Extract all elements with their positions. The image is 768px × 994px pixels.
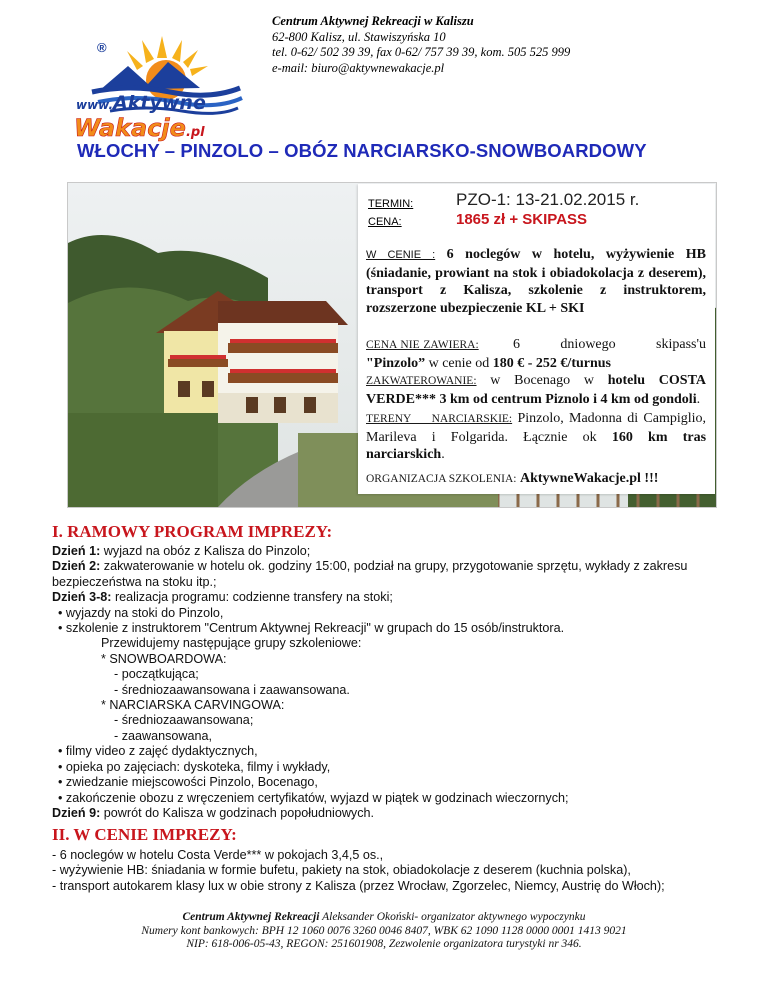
logo-tld: .pl: [185, 125, 205, 140]
day-1-text: wyjazd na obóz z Kalisza do Pinzolo;: [103, 544, 311, 558]
group-level: - średniozaawansowana i zaawansowana.: [114, 682, 350, 697]
registered-mark: ®: [97, 40, 107, 55]
program-bullet: • szkolenie z instruktorem "Centrum Aktywnej Rekreacji" w grupach do 15 osób/instruktora.: [58, 621, 565, 636]
day-3-8-label: Dzień 3-8:: [52, 590, 112, 605]
accommodation-label: ZAKWATEROWANIE:: [366, 375, 477, 387]
company-email[interactable]: e-mail: biuro@aktywnewakacje.pl: [272, 60, 445, 75]
excludes-mid: w cenie od: [428, 355, 490, 371]
day-1-label: Dzień 1:: [52, 544, 101, 558]
cena-label: CENA:: [368, 216, 402, 228]
day-9: [52, 806, 732, 821]
logo-brand-aktywne: Aktywne: [113, 92, 206, 114]
day-1: [52, 544, 732, 559]
page-title: WŁOCHY – PINZOLO – OBÓZ NARCIARSKO-SNOWBOARDOWY: [77, 140, 647, 161]
company-phones: tel. 0-62/ 502 39 39, fax 0-62/ 757 39 39, kom. 505 525 999: [272, 45, 571, 59]
organizer-label: ORGANIZACJA SZKOLENIA:: [366, 473, 517, 485]
day-9-label: Dzień 9:: [52, 805, 101, 820]
day-3-8: [52, 590, 732, 605]
page-footer: [0, 911, 768, 952]
logo-brand-wakacje: Wakacje: [74, 114, 186, 142]
footer-org-name: Centrum Aktywnej Rekreacji: [182, 911, 320, 923]
day-2-text: zakwaterowanie w hotelu ok. godziny 15:00, podział na grupy, przygotowanie sprzętu, wykłady z zakresu bezpieczeństwa na stoku itp.;: [52, 559, 688, 589]
footer-registration: NIP: 618-006-05-43, REGON: 251601908, Zezwolenie organizatora turystyki nr 346.: [186, 938, 582, 950]
logo-www: www.: [76, 98, 114, 112]
accommodation: [366, 372, 706, 408]
ski-areas: [366, 410, 706, 464]
company-contact: [272, 14, 570, 76]
list-item: - 6 noclegów w hotelu Costa Verde*** w pokojach 3,4,5 os.,: [52, 848, 384, 862]
program-bullet: • zwiedzanie miejscowości Pinzolo, Bocenago,: [58, 775, 318, 790]
organizer-value: AktywneWakacje.pl !!!: [519, 471, 659, 486]
excludes-label: CENA NIE ZAWIERA:: [366, 339, 479, 351]
price-includes-list: [52, 848, 732, 894]
program-bullet: • zakończenie obozu z wręczeniem certyfikatów, wyjazd w piątek w godzinach wieczornych;: [58, 790, 569, 805]
group-snowboard: * SNOWBOARDOWA:: [101, 651, 227, 666]
included-text: 6 noclegów w hotelu, wyżywienie HB (śniadanie, prowiant na stok i obiadokolacja z deserem), transport z Kalisza, szkolenie z instruktorem, rozszerzone ubezpieczenie KL + SKI: [366, 247, 706, 316]
day-9-text: powrót do Kalisza w godzinach popołudniowych.: [103, 805, 375, 820]
accommodation-end: .: [696, 391, 701, 407]
footer-bank-accounts: Numery kont bankowych: BPH 12 1060 0076 3260 0046 8407, WBK 62 1090 1128 0000 0001 1413 9021: [141, 924, 627, 937]
day-2: [52, 559, 732, 590]
section-price-includes-title: II. W CENIE IMPREZY:: [52, 825, 237, 844]
day-3-8-text: realizacja programu: codzienne transfery na stoki;: [114, 590, 393, 605]
company-logo: [70, 28, 250, 140]
company-address: 62-800 Kalisz, ul. Stawiszyńska 10: [272, 29, 446, 44]
price-excludes: [366, 336, 706, 372]
program-schedule: [52, 544, 732, 821]
program-bullet: • wyjazdy na stoki do Pinzolo,: [58, 605, 224, 620]
group-level: - średniozaawansowana;: [114, 713, 254, 728]
logo-wordmark: [70, 92, 250, 142]
offer-details-panel: [358, 184, 715, 494]
excludes-text: 6 dniowego skipass'u: [513, 337, 707, 352]
group-level: - początkująca;: [114, 667, 199, 682]
termin-label: TERMIN:: [368, 198, 414, 210]
training-organizer: [366, 470, 706, 489]
included-in-price: [366, 246, 706, 317]
program-bullet: • opieka po zajęciach: dyskoteka, filmy i wykłady,: [58, 759, 331, 774]
groups-intro: Przewidujemy następujące grupy szkoleniowe:: [101, 636, 362, 651]
excludes-skipass-name: "Pinzolo”: [366, 355, 426, 371]
included-label: W CENIE :: [366, 249, 436, 261]
footer-org-desc: Aleksander Okoński- organizator aktywnego wypoczynku: [322, 911, 586, 923]
ski-areas-total: 160 km tras narciarskich: [366, 429, 707, 462]
excludes-skipass-price: 180 € - 252 €/turnus: [492, 355, 611, 371]
section-program-title: I. RAMOWY PROGRAM IMPREZY:: [52, 522, 333, 541]
group-ski-carving: * NARCIARSKA CARVINGOWA:: [101, 698, 285, 713]
ski-areas-list: Pinzolo, Madonna di Campiglio, Marileva i Folgarida. Łącznie ok: [366, 411, 707, 445]
ski-areas-label: TERENY NARCIARSKIE:: [366, 413, 513, 425]
footer-organizer: [0, 911, 768, 925]
group-level: - zaawansowana,: [114, 728, 213, 743]
day-2-label: Dzień 2:: [52, 559, 101, 574]
list-item: - transport autokarem klasy lux w obie strony z Kalisza (przez Wrocław, Zgorzelec, Niemcy, Austrię do Włoch);: [52, 878, 665, 893]
termin-value: PZO-1: 13-21.02.2015 r.: [456, 190, 640, 209]
price-value: 1865 zł + SKIPASS: [456, 211, 588, 228]
ski-areas-end: .: [441, 447, 445, 462]
company-name: Centrum Aktywnej Rekreacji w Kaliszu: [272, 14, 474, 28]
accommodation-hotel: hotelu COSTA VERDE*** 3 km od centrum Piznolo i 4 km od gondoli: [366, 373, 706, 407]
list-item: - wyżywienie HB: śniadania w formie bufetu, pakiety na stok, obiadokolacje z deserem (kuchnia polska),: [52, 863, 631, 878]
accommodation-pre: w Bocenago w: [490, 373, 594, 388]
program-bullet: • filmy video z zajęć dydaktycznych,: [58, 744, 258, 759]
